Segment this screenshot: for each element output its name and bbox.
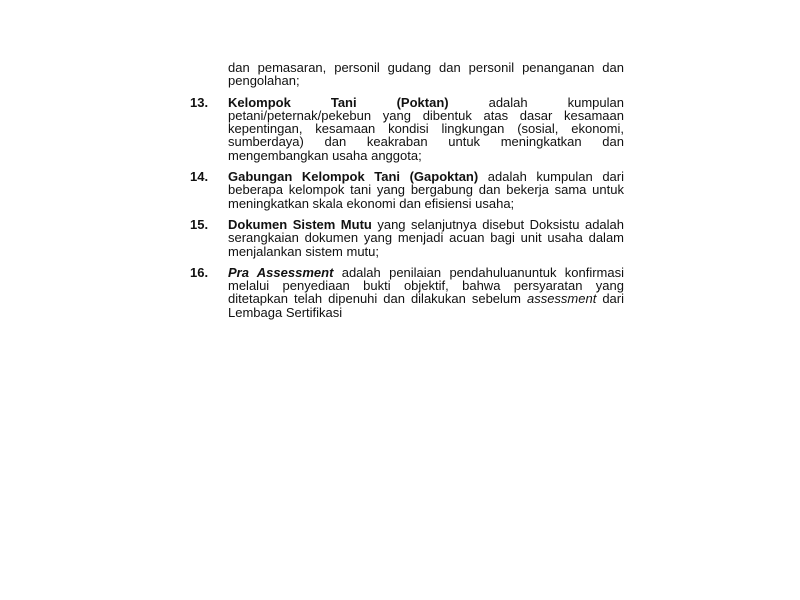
item-term: Kelompok Tani (Poktan) (228, 94, 449, 110)
item-body: adalah penilaian pendahuluanuntuk konfirmasi melalui penyediaan bukti objektif, bahwa persyaratan yang ditetapkan telah dipenuhi dan dilakukan sebelum (228, 264, 624, 307)
list-item-16 (190, 266, 624, 319)
item-body: adalah kumpulan petani/peternak/pekebun yang dibentuk atas dasar kesamaan kepentingan, kesamaan kondisi lingkungan (sosial, ekonomi, sumberdaya) dan keakraban untuk meningkatkan dan mengembangkan usaha anggota; (228, 94, 624, 163)
item-number: 14. (190, 169, 209, 185)
item-body: yang selanjutnya disebut Doksistu adalah serangkaian dokumen yang menjadi acuan bagi unit usaha dalam menjalankan sistem mutu; (228, 216, 625, 259)
item-body: adalah kumpulan dari beberapa kelompok tani yang bergabung dan bekerja sama untuk meningkatkan skala ekonomi dan efisiensi usaha; (228, 169, 624, 211)
item-term: Pra Assessment (228, 264, 334, 280)
item-number: 16. (190, 264, 209, 280)
item-term: Dokumen Sistem Mutu (228, 216, 372, 232)
item-italic-word: assessment (526, 291, 597, 307)
item-number: 15. (190, 216, 209, 232)
item-text (228, 266, 624, 319)
item-number: 13. (190, 94, 209, 110)
item-text (228, 96, 624, 162)
list-item-14 (190, 170, 624, 210)
item-text (228, 218, 624, 258)
continuation-paragraph: dan pemasaran, personil gudang dan personil penanganan dan pengolahan; (228, 60, 624, 89)
list-item-13 (190, 96, 624, 162)
list-item-15 (190, 218, 624, 258)
item-term: Gabungan Kelompok Tani (Gapoktan) (228, 169, 479, 185)
document-page (190, 61, 624, 319)
item-body-end: dari Lembaga Sertifikasi (228, 291, 624, 320)
item-text (228, 170, 624, 210)
